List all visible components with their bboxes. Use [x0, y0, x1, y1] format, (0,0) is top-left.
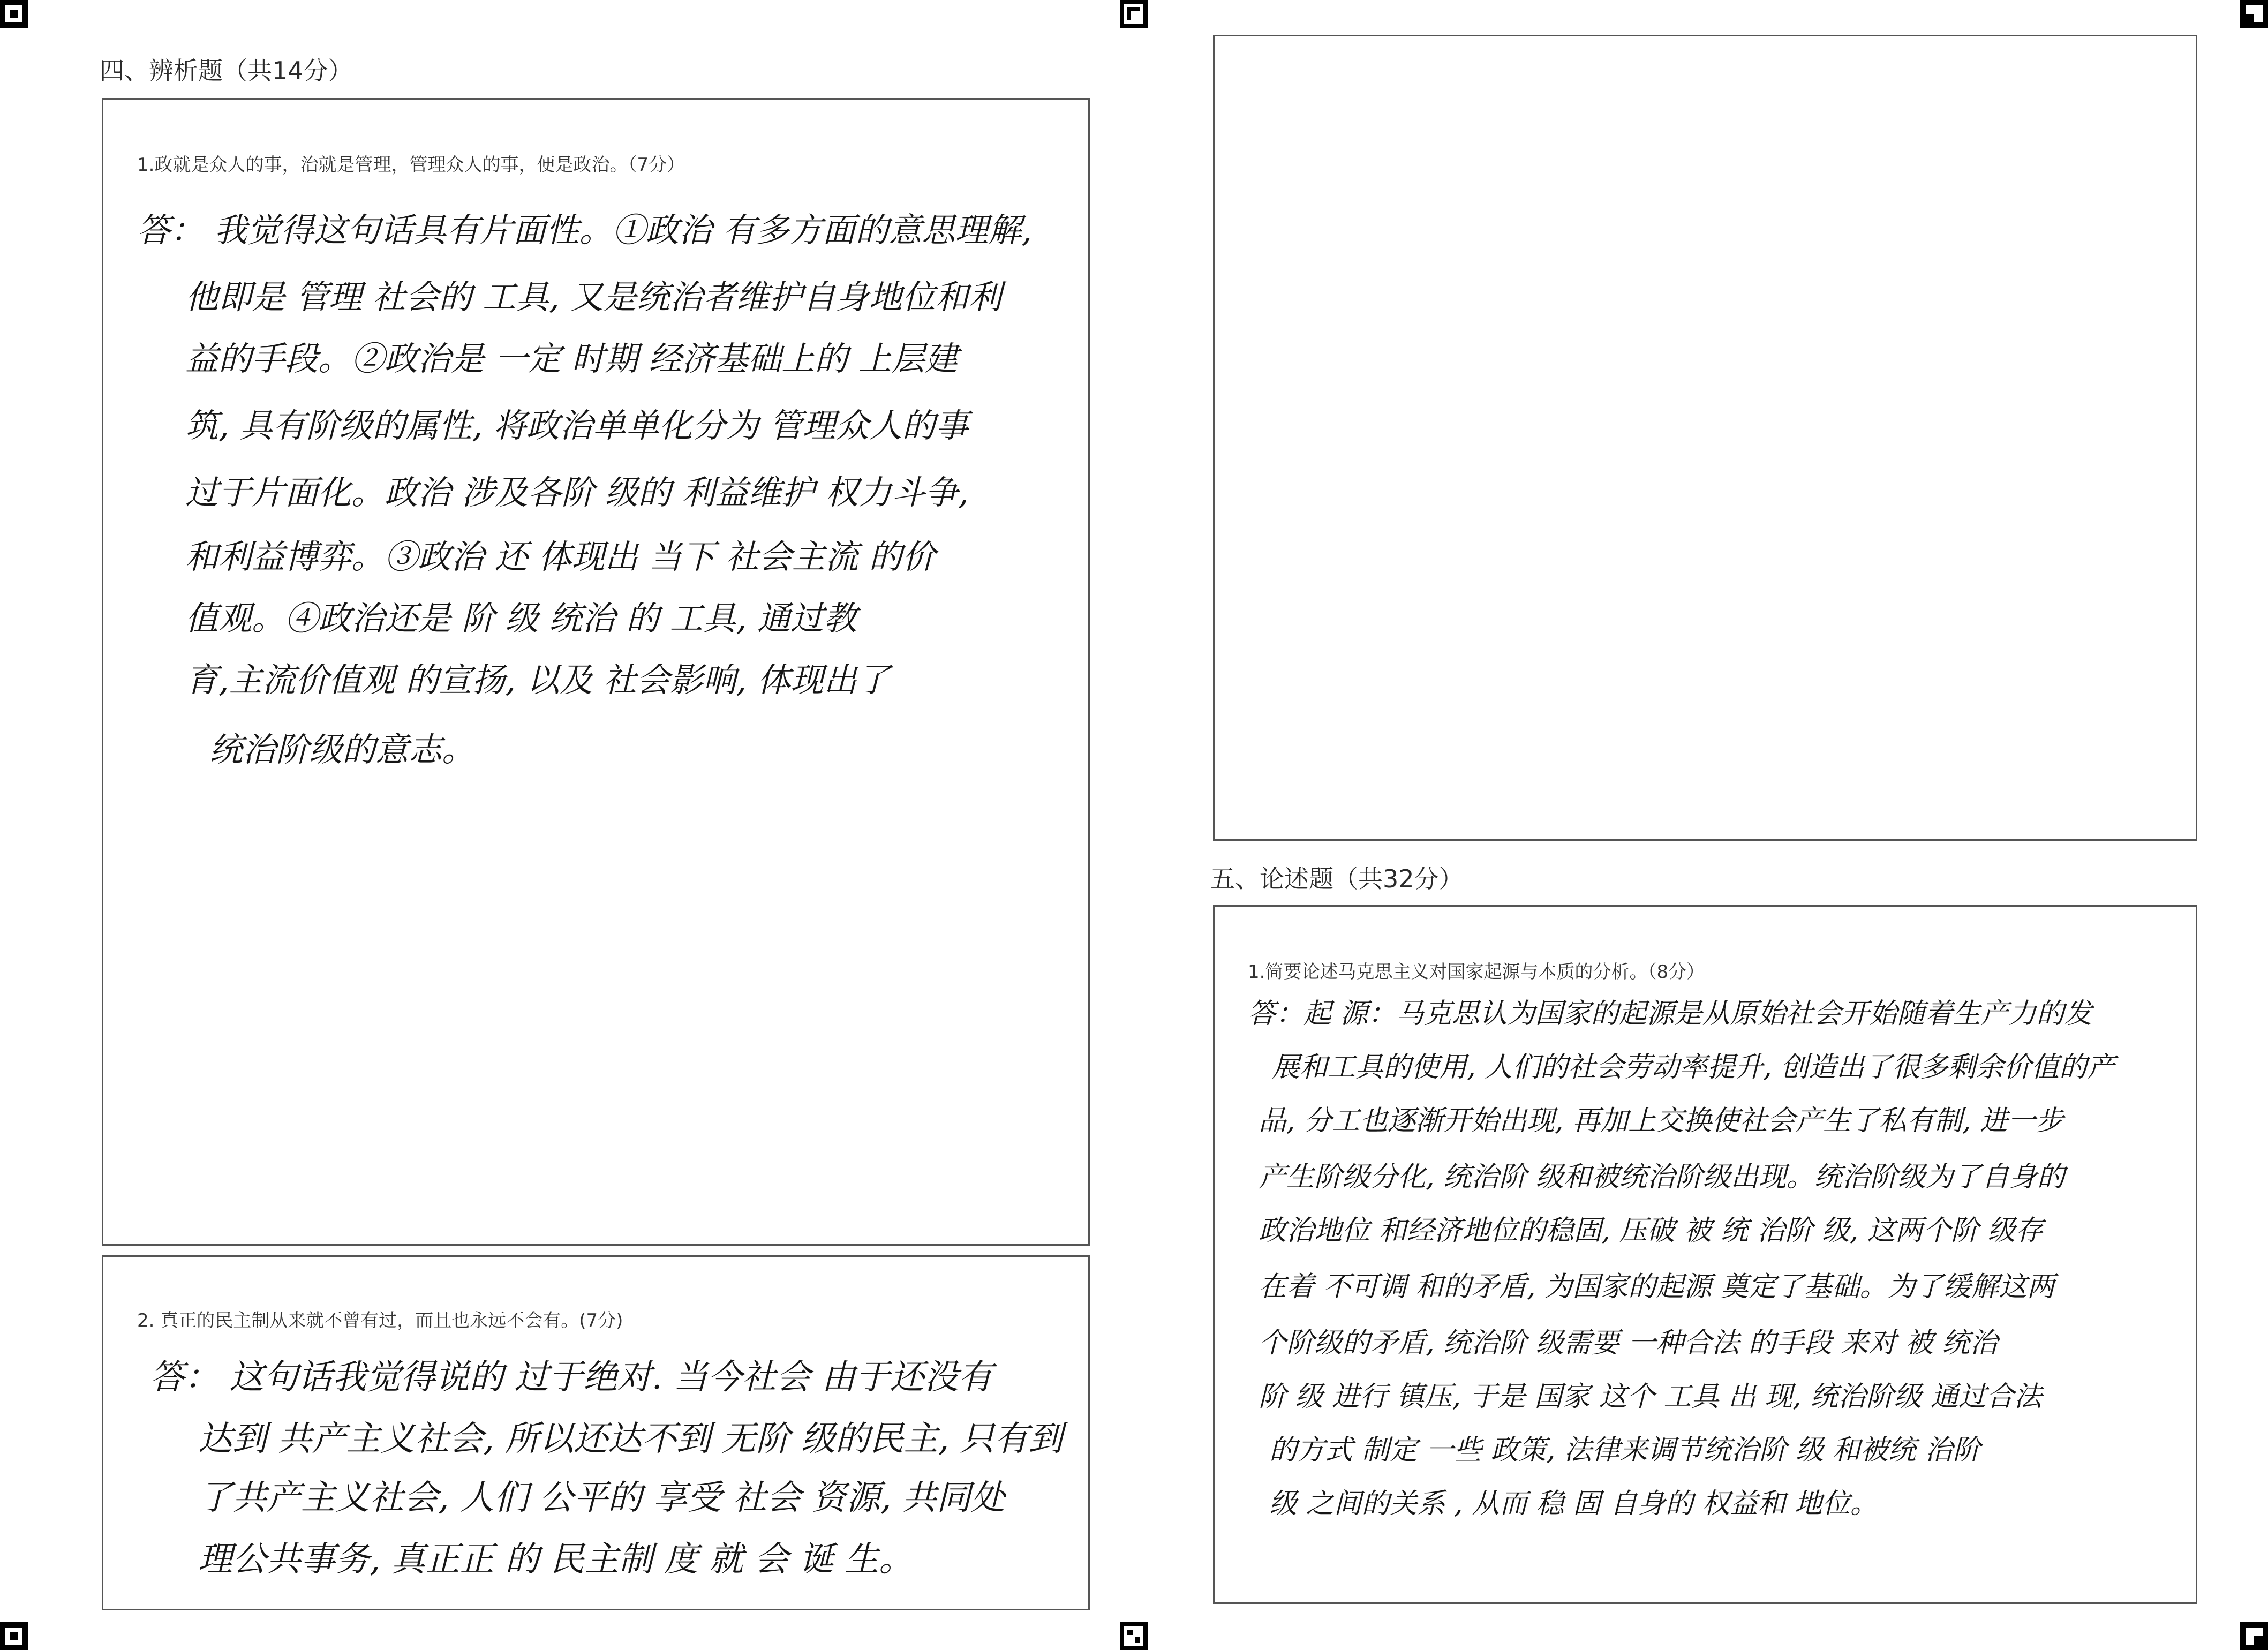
fiducial-marker-top-right — [2240, 0, 2268, 28]
fiducial-marker-top-center — [1120, 0, 1148, 28]
answer-line: 在着 不可调 和的矛盾, 为国家的起源 奠定了基础。为了缓解这两 — [1259, 1271, 2055, 1303]
answer-line: 达到 共产主义社会, 所以还达不到 无阶 级的民主, 只有到 — [198, 1419, 1063, 1459]
answer-box-overflow-right — [1213, 35, 2197, 841]
answer-line: 答： 这句话我觉得说的 过于绝对. 当今社会 由于还没有 — [150, 1358, 993, 1397]
handwritten-answer-q1-left — [137, 204, 1069, 793]
answer-line: 阶 级 进行 镇压, 于是 国家 这个 工具 出 现, 统治阶级 通过合法 — [1259, 1381, 2042, 1413]
answer-line: 答： 我觉得这句话具有片面性。①政治 有多方面的意思理解, — [137, 210, 1033, 250]
handwritten-answer-q1-right — [1248, 991, 2180, 1542]
answer-line: 的方式 制定 一些 政策, 法律来调节统治阶 级 和被统 治阶 — [1269, 1434, 1981, 1466]
answer-line: 级 之间的关系 , 从而 稳 固 自身的 权益和 地位。 — [1269, 1488, 1878, 1520]
question-prompt-q1-left: 1.政就是众人的事，治就是管理，管理众人的事，便是政治。（7分） — [137, 154, 685, 176]
answer-line: 理公共事务, 真正正 的 民主制 度 就 会 诞 生。 — [198, 1540, 914, 1579]
answer-line: 益的手段。②政治是 一定 时期 经济基础上的 上层建 — [185, 339, 958, 378]
answer-line: 他即是 管理 社会的 工具, 又是统治者维护自身地位和利 — [185, 277, 1002, 317]
section-title-essay: 五、论述题（共32分） — [1210, 864, 1464, 893]
answer-line: 答：起 源：马克思认为国家的起源是从原始社会开始随着生产力的发 — [1248, 998, 2092, 1030]
answer-line: 统治阶级的意志。 — [209, 730, 476, 769]
answer-line: 展和工具的使用, 人们的社会劳动率提升, 创造出了很多剩余价值的产 — [1272, 1051, 2115, 1083]
answer-line: 值观。④政治还是 阶 级 统治 的 工具, 通过教 — [185, 599, 857, 638]
answer-line: 品, 分工也逐渐开始出现, 再加上交换使社会产生了私有制, 进一步 — [1259, 1105, 2064, 1137]
answer-line: 产生阶级分化, 统治阶 级和被统治阶级出现。统治阶级为了自身的 — [1259, 1161, 2065, 1193]
answer-line: 育,主流价值观 的宣扬, 以及 社会影响, 体现出了 — [185, 660, 890, 699]
section-title-discrimination: 四、辨析题（共14分） — [100, 56, 353, 85]
question-prompt-q2-left: 2. 真正的民主制从来就不曾有过，而且也永远不会有。(7分) — [137, 1310, 623, 1331]
fiducial-marker-bottom-left — [0, 1622, 28, 1650]
answer-line: 了共产主义社会, 人们 公平的 享受 社会 资源, 共同处 — [198, 1478, 1005, 1518]
answer-line: 政治地位 和经济地位的稳固, 压破 被 统 治阶 级, 这两个阶 级存 — [1259, 1215, 2044, 1247]
question-prompt-q1-right: 1.简要论述马克思主义对国家起源与本质的分析。（8分） — [1248, 961, 1705, 983]
fiducial-marker-top-left — [0, 0, 28, 28]
answer-line: 个阶级的矛盾, 统治阶 级需要 一种合法 的手段 来对 被 统治 — [1259, 1327, 1998, 1359]
answer-line: 筑, 具有阶级的属性, 将政治单单化分为 管理众人的事 — [185, 406, 969, 445]
answer-line: 和利益博弈。③政治 还 体现出 当下 社会主流 的价 — [185, 537, 936, 576]
handwritten-answer-q2-left — [150, 1350, 1071, 1596]
answer-line: 过于片面化。政治 涉及各阶 级的 利益维护 权力斗争, — [185, 473, 969, 512]
fiducial-marker-bottom-center — [1120, 1622, 1148, 1650]
fiducial-marker-bottom-right — [2240, 1622, 2268, 1650]
